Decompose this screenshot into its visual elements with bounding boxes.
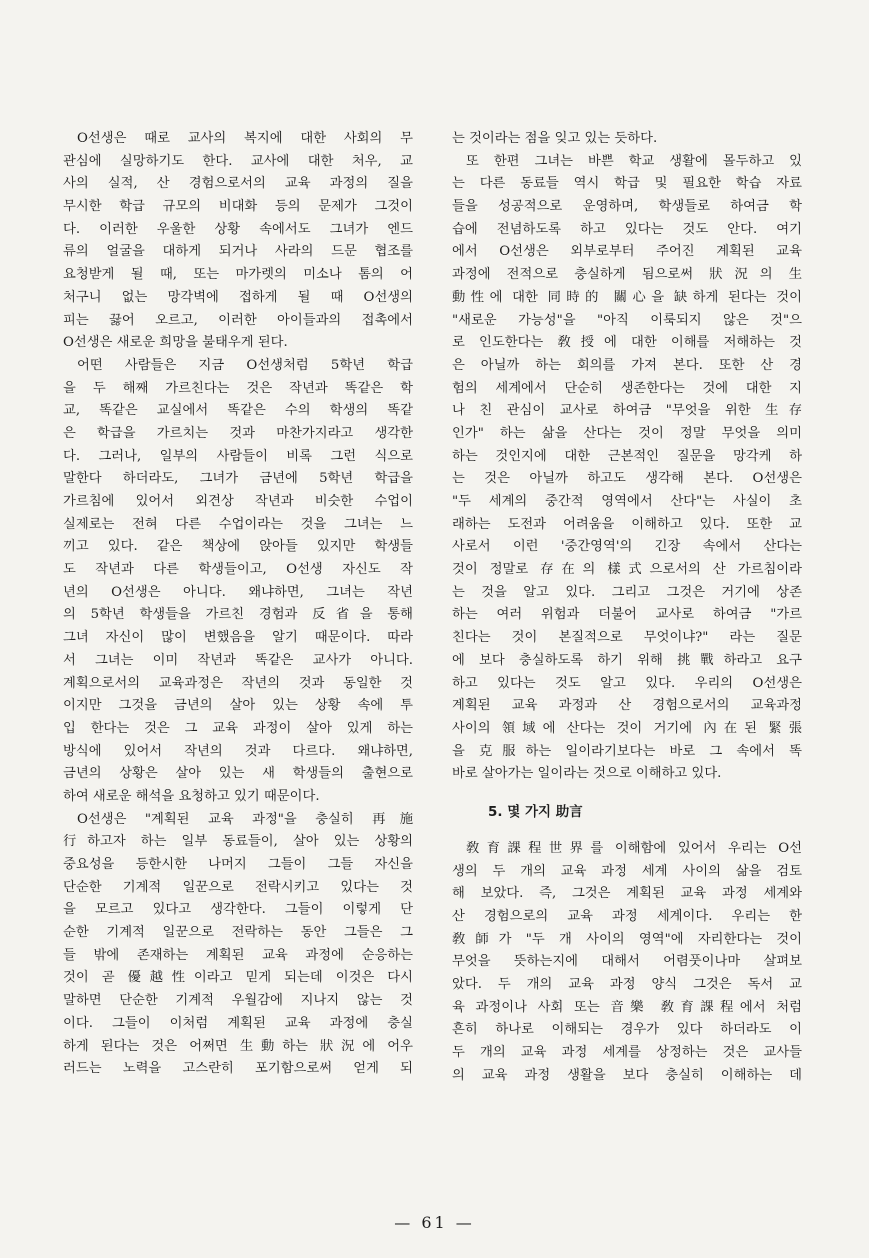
text-line: 나 친 관심이 교사로 하여금 "무엇을 위한 生存 (452, 403, 802, 419)
text-line: 실제로는 전혀 다른 수업이라는 것을 그녀는 느 (63, 516, 413, 532)
text-line: 흔히 하나로 이해되는 경우가 있다 하더라도 이 (452, 1022, 802, 1038)
text-line: 는 것이라는 점을 잊고 있는 듯하다. (452, 131, 658, 146)
text-line: 이지만 그것을 금년의 살아 있는 상황 속에 투 (63, 698, 413, 714)
text-line: 는 것은 아닐까 하고도 생각해 본다. O선생은 (452, 471, 802, 487)
text-line: 중요성을 등한시한 나머지 그들이 그들 자신을 (63, 857, 413, 872)
text-line: 에 보다 충실하도록 하기 위해 挑戰하라고 요구 (452, 652, 802, 668)
text-line: 류의 얼굴을 대하게 되거나 사라의 드문 협조를 (63, 244, 413, 260)
text-line: 과정에 전적으로 충실하게 됨으로써 狀況의 生 (452, 267, 802, 283)
text-line: 피는 끓어 오르고, 이러한 아이들과의 접촉에서 (63, 312, 413, 328)
text-line: 방식에 있어서 작년의 것과 다르다. 왜냐하면, (63, 743, 413, 759)
text-line: 인가" 하는 삶을 산다는 것이 정말 무엇을 의미 (452, 425, 802, 441)
text-line: 래하는 도전과 어려움을 이해하고 있다. 또한 교 (452, 516, 802, 532)
text-line: 관심에 실망하기도 한다. 교사에 대한 처우, 교 (63, 153, 413, 169)
text-line: O선생은 때로 교사의 복지에 대한 사회의 무 (77, 131, 413, 146)
text-line: 것이 정말로 存在의 樣式으로서의 산 가르침이라 (452, 562, 802, 578)
text-line: 두 개의 교육 과정 세계를 상정하는 것은 교사들 (452, 1045, 802, 1061)
text-line: 하는 여러 위험과 더불어 교사로 하여금 "가르 (452, 607, 802, 623)
text-line: 들을 성공적으로 운영하며, 학생들로 하여금 학 (452, 199, 802, 215)
text-line: 그녀 자신이 많이 변했음을 알기 때문이다. 따라 (63, 630, 413, 646)
text-line: 도 작년과 다른 학생들이고, O선생 자신도 작 (63, 562, 413, 578)
text-line: 서 그녀는 이미 작년과 똑같은 교사가 아니다. (63, 652, 413, 668)
text-line: 또 한편 그녀는 바쁜 학교 생활에 몰두하고 있 (466, 153, 802, 169)
text-line: "새로운 가능성"을 "아직 이룩되지 않은 것"으 (452, 312, 802, 328)
text-line: 산 경험으로의 교육 과정 세계이다. 우리는 한 (452, 909, 802, 924)
text-line: 하게 된다는 것은 어쩌면 生動하는 狀況에 어우 (63, 1038, 413, 1054)
text-line: 은 학급을 가르치는 것과 마찬가지라고 생각한 (63, 425, 413, 441)
text-line: 무엇을 뜻하는지에 대해서 어렴풋이나마 살펴보 (452, 954, 802, 970)
text-line: 이다. 그들이 이처럼 계획된 교육 과정에 충실 (63, 1015, 413, 1031)
text-line: 계획된 교육 과정과 산 경험으로서의 교육과정 (452, 698, 802, 714)
text-line: 말하면 단순한 기계적 우월감에 지나지 않는 것 (63, 993, 413, 1009)
text-line: 가르침에 있어서 외견상 작년과 비슷한 수업이 (63, 494, 413, 509)
section-heading: 5. 몇 가지 助言 (488, 803, 583, 820)
text-line: 다. 이러한 우울한 상황 속에서도 그녀가 엔드 (63, 221, 413, 237)
text-line: 끼고 있다. 같은 책상에 앉아들 있지만 학생들 (63, 539, 413, 555)
text-line: 敎師가 "두 개 사이의 영역"에 자리한다는 것이 (452, 931, 802, 947)
text-line: 은 아닐까 하는 회의를 가져 본다. 또한 산 경 (452, 357, 802, 373)
text-line: 것이 곧 優越性이라고 믿게 되는데 이것은 다시 (63, 970, 413, 986)
text-line: 았다. 두 개의 교육 과정 양식 그것은 독서 교 (452, 977, 802, 993)
text-line: 어떤 사람들은 지금 O선생처럼 5학년 학급 (77, 357, 413, 373)
text-line: 하여 새로운 해석을 요청하고 있기 때문이다. (63, 788, 320, 804)
text-line: 해 보았다. 즉, 그것은 계획된 교육 과정 세계와 (452, 886, 802, 902)
text-line: 러드는 노력을 고스란히 포기함으로써 얻게 되 (63, 1061, 413, 1077)
text-line: 하고 있다는 것도 알고 있다. 우리의 O선생은 (452, 675, 802, 691)
page-number: — 61 — (394, 1213, 475, 1232)
text-line: 단순한 기계적 일꾼으로 전락시키고 있다는 것 (63, 879, 413, 895)
text-line: 을 모르고 있다고 생각한다. 그들이 이렇게 단 (63, 902, 413, 918)
right-column (452, 128, 802, 1088)
text-line: 습에 전념하도록 하고 있다는 것도 안다. 여기 (452, 221, 802, 237)
text-line: 생의 두 개의 교육 과정 세계 사이의 삶을 검토 (452, 863, 802, 879)
text-line: 行하고자 하는 일부 동료들이, 살아 있는 상황의 (63, 834, 413, 850)
text-line: O선생은 "계획된 교육 과정"을 충실히 再施 (77, 811, 413, 827)
text-line: 는 것을 알고 있다. 그리고 그것은 거기에 상존 (452, 584, 802, 600)
text-line: 敎育課程世界를 이해함에 있어서 우리는 O선 (466, 840, 802, 856)
text-line: 순한 기계적 일꾼으로 전락하는 동안 그들은 그 (63, 925, 413, 941)
text-line: 들 밖에 존재하는 계획된 교육 과정에 순응하는 (63, 947, 413, 963)
text-line: 바로 살아가는 일이라는 것으로 이해하고 있다. (452, 766, 722, 782)
text-line: 사로서 이런 '중간영역'의 긴장 속에서 산다는 (452, 539, 802, 555)
text-line: 요청받게 될 때, 또는 마가렛의 미소나 톰의 어 (63, 267, 413, 283)
text-line: 는 다른 동료들 역시 학급 및 필요한 학습 자료 (452, 176, 802, 192)
text-line: 말한다 하더라도, 그녀가 금년에 5학년 학급을 (63, 471, 413, 487)
text-line: 교, 똑같은 교실에서 똑같은 수의 학생의 똑같 (63, 403, 413, 419)
text-line: 다. 그러나, 일부의 사람들이 비록 그런 식으로 (63, 448, 413, 464)
text-line: 의 교육 과정 생활을 보다 충실히 이해하는 데 (452, 1067, 802, 1083)
text-line: 육 과정이나 사회 또는 音樂 敎育課程에서 처럼 (452, 999, 802, 1015)
text-line: 사이의 領域에 산다는 것이 거기에 內在된 緊張 (452, 720, 802, 736)
text-line: 을 克服하는 일이라기보다는 바로 그 속에서 똑 (452, 743, 802, 759)
text-line: 動性에 대한 同時的 關心을 缺하게 된다는 것이 (452, 289, 802, 305)
text-line: 친다는 것이 본질적으로 무엇이냐?" 라는 질문 (452, 630, 802, 646)
text-line: 로 인도한다는 敎授에 대한 이해를 저해하는 것 (452, 335, 802, 351)
text-line: 하는 것인지에 대한 근본적인 질문을 망각케 하 (452, 448, 802, 464)
text-line: 계획으로서의 교육과정은 작년의 것과 동일한 것 (63, 675, 413, 691)
text-line: 년의 O선생은 아니다. 왜냐하면, 그녀는 작년 (63, 584, 413, 600)
text-line: "두 세계의 중간적 영역에서 산다"는 사실이 초 (452, 494, 802, 509)
text-line: 무시한 학급 규모의 비대화 등의 문제가 그것이 (63, 199, 413, 215)
text-line: 의 5학년 학생들을 가르친 경험과 反省을 통해 (63, 607, 413, 623)
text-line: 을 두 해째 가르친다는 것은 작년과 똑같은 학 (63, 380, 413, 396)
text-line: 사의 실적, 산 경험으로서의 교육 과정의 질을 (63, 176, 413, 192)
text-line: 입 한다는 것은 그 교육 과정이 살아 있게 하는 (63, 720, 413, 736)
text-line: O선생은 새로운 희망을 불태우게 된다. (63, 335, 288, 351)
text-line: 험의 세계에서 단순히 생존한다는 것에 대한 지 (452, 380, 802, 396)
text-line: 처구니 없는 망각벽에 접하게 될 때 O선생의 (63, 289, 413, 305)
text-line: 금년의 상황은 살아 있는 새 학생들의 출현으로 (63, 766, 413, 782)
text-line: 에서 O선생은 외부로부터 주어진 계획된 교육 (452, 244, 802, 260)
left-column (63, 128, 413, 1081)
